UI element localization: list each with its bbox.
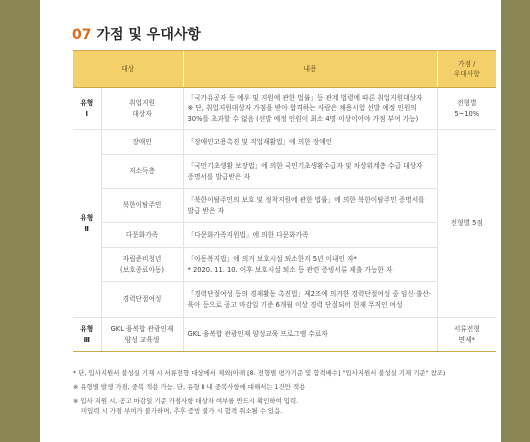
type3-bonus: 서류전형 면제*: [437, 318, 496, 352]
type2-content-5: 「경력단절여성 등의 경제활동 촉진법」제2조에 의거한 경력단절여성 중 임신·출산· 육아 등으로 공고 마감일 기준 6개월 이상 경력 단절되어 현재 무직인 여성: [183, 282, 437, 318]
header-bonus: 가점 / 우대사항: [437, 51, 496, 88]
type2-label: 유형 Ⅱ: [73, 130, 101, 318]
type2-content-3: 「다문화가족지원법」에 의한 다문화가족: [183, 223, 437, 248]
type1-target: 취업지원 대상자: [101, 88, 183, 130]
section-heading: 가점 및 우대사항: [96, 27, 201, 43]
table-row-type2-defector: [73, 189, 496, 223]
type2-target-2: 북한이탈주민: [101, 189, 183, 223]
type1-label: 유형 Ⅰ: [73, 88, 101, 130]
notes-section: [73, 369, 498, 421]
note-input-required: ※ 입사 지원 시, 공고 마감일 기준 가점사항 대상자 여부를 반드시 확인하여 입력. 미입력 시 가점 부여가 불가하며, 추후 증빙 불가 시 합격 취소될 수 있음.: [73, 396, 299, 415]
type3-label: 유형 Ⅲ: [73, 318, 101, 352]
section-number: 07: [72, 27, 92, 43]
type2-content-1: 「국민기초생활 보장법」에 의한 국민기초생활수급자 및 차상위계층 수급 대상자 증명서를 발급받은 자: [183, 155, 437, 189]
table-header-row: [73, 51, 496, 88]
table-row-type1: [73, 88, 496, 130]
header-target: 대상: [73, 51, 183, 88]
table-row-type2-career-break: [73, 282, 496, 318]
type2-content-4: 「아동복지법」에 의거 보호시설 퇴소한지 5년 이내인 자* * 2020. 11. 10. 이후 보호시설 퇴소 등 관련 증빙서류 제출 가능한 자: [183, 248, 437, 282]
left-frame-border: [0, 0, 40, 442]
table-row-type2-multicultural: [73, 223, 496, 248]
table-row-type3: [73, 318, 496, 352]
table-row-type2-low-income: [73, 155, 496, 189]
type3-target: GKL 융복합 관광인재 양성 교육생: [101, 318, 183, 352]
type2-target-3: 다문화가족: [101, 223, 183, 248]
table-row-type2-youth: [73, 248, 496, 282]
bonus-criteria-table: [73, 50, 496, 352]
type2-target-1: 저소득층: [101, 155, 183, 189]
type2-content-2: 「북한이탈주민의 보호 및 정착지원에 관한 법률」에 의한 북한이탈주민 증명서를 발급 받은 자: [183, 189, 437, 223]
type3-content: GKL 융복합 관광인재 양성교육 프로그램 수료자: [183, 318, 437, 352]
type1-content: 「국가유공자 등 예우 및 지원에 관한 법률」등 관계 법령에 따른 취업지원대상자 ※ 단, 취업지원대상자 가점을 받아 합격하는 사람은 채용시험 선발 예정 인원의 30%를 초과할 수 없음 (선발 예정 인원이 최소 4명 이상이어야 가점 부여 가능): [183, 88, 437, 130]
note-document-exclusion: * 단, 입사지원서 불성실 기재 시 서류전형 대상에서 제외(아래 [8. 전형별 평가기준 및 합격배수] "입사지원서 불성실 기재 기준" 참조): [73, 369, 446, 377]
right-frame-border: [501, 0, 530, 442]
note-duplicate-bonus: ※ 유형별 발생 가점, 중복 적용 가능. 단, 유형 Ⅱ 내 중복사항에 대해서는 1건만 적용: [73, 382, 306, 391]
type1-bonus: 전형별 5~10%: [437, 88, 496, 130]
type2-target-5: 경력단절여성: [101, 282, 183, 318]
type2-target-0: 장애인: [101, 130, 183, 155]
table-row-type2-disabled: [73, 130, 496, 155]
type2-bonus: 전형별 5점: [437, 130, 496, 318]
type2-content-0: 「장애인고용촉진 및 직업재활법」에 의한 장애인: [183, 130, 437, 155]
header-content: 내용: [183, 51, 437, 88]
type2-target-4: 자립준비청년 (보호종료아동): [101, 248, 183, 282]
section-title: [72, 24, 201, 44]
